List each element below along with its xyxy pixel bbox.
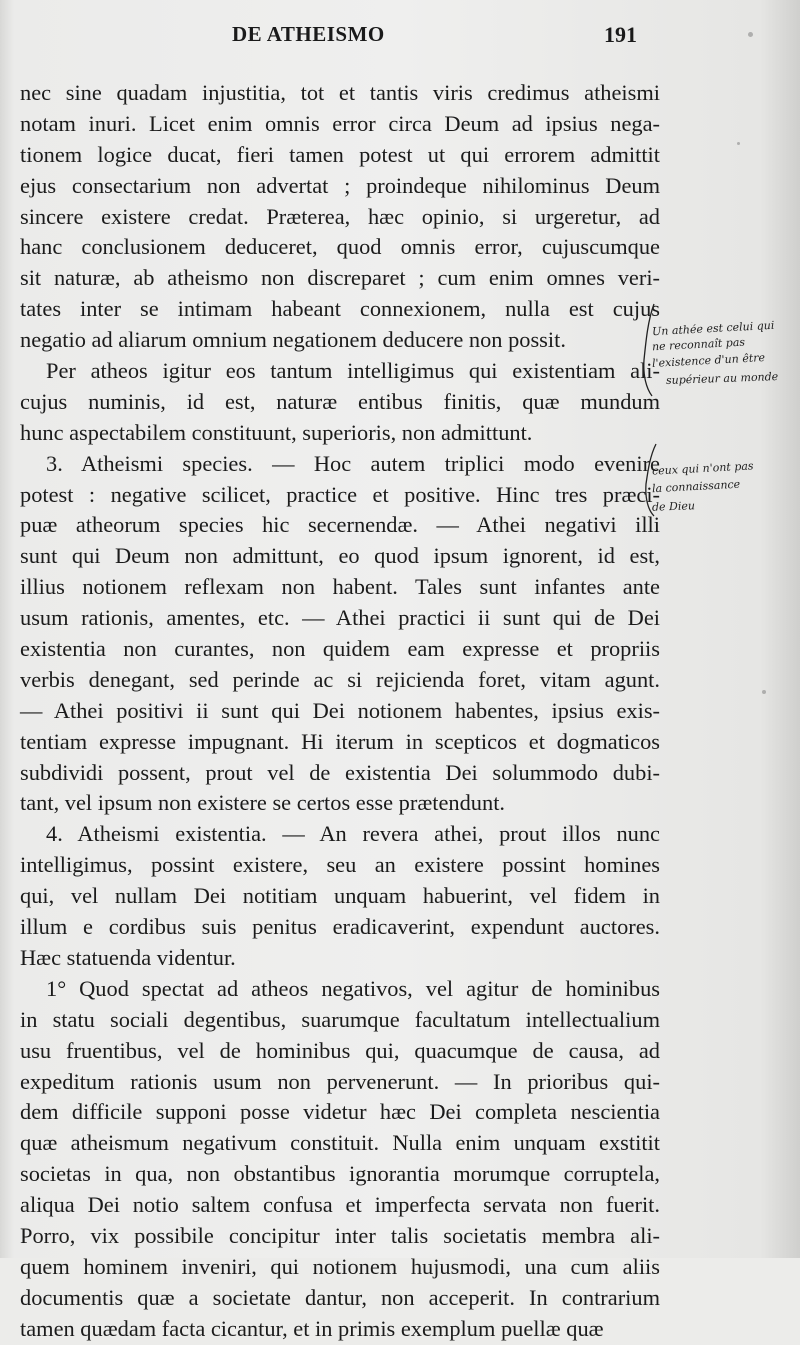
text-line: ejus consectarium non advertat ; proindeque nihilominus Deum (20, 172, 660, 198)
page-number: 191 (604, 22, 637, 47)
text-line: sunt qui Deum non admittunt, eo quod ipsum ignorent, id est, (20, 543, 660, 569)
text-line: documentis quæ a societate dantur, non acceperit. In contrarium (20, 1284, 660, 1310)
text-line: existentia non curantes, non quidem eam expresse et propriis (20, 636, 660, 662)
text-line: hunc aspectabilem constituunt, superioris, non admittunt. (20, 419, 533, 445)
text-line: dem difficile supponi posse videtur hæc Dei completa nescientia (20, 1099, 660, 1125)
text-line: usum rationis, amentes, etc. — Athei practici ii sunt qui de Dei (20, 605, 660, 631)
text-line: aliqua Dei notio saltem confusa et imperfecta servata non fuerit. (20, 1192, 660, 1218)
text-line: qui, vel nullam Dei notitiam unquam habuerint, vel fidem in (20, 883, 660, 909)
text-line: hanc conclusionem deduceret, quod omnis error, cujuscumque (20, 234, 660, 260)
text-line: usu fruentibus, vel de hominibus qui, quacumque de causa, ad (20, 1037, 660, 1063)
text-line: cujus numinis, id est, naturæ entibus finitis, quæ mundum (20, 388, 660, 414)
text-line: sincere existere credat. Præterea, hæc opinio, si urgeretur, ad (20, 203, 660, 229)
margin-note-line-1: Un athée est celui qui (651, 318, 775, 339)
text-line: notam inuri. Licet enim omnis error circa Deum ad ipsius nega- (20, 110, 660, 136)
text-line: quæ atheismum negativum constituit. Nulla enim unquam exstitit (20, 1130, 660, 1156)
margin-note-line-4: supérieur au monde (665, 370, 779, 387)
text-line: illum e cordibus suis penitus eradicaverint, expendunt auctores. (20, 914, 660, 940)
text-line: tentiam expresse impugnant. Hi iterum in scepticos et dogmaticos (20, 728, 660, 754)
text-line: — Athei positivi ii sunt qui Dei notionem habentes, ipsius exis- (20, 697, 660, 723)
text-line: in statu sociali degentibus, suarumque facultatum intellectualium (20, 1006, 660, 1032)
text-line: expeditum rationis usum non pervenerunt. — In prioribus qui- (20, 1068, 660, 1094)
text-line: Hæc statuenda videntur. (20, 944, 236, 970)
margin-note-line-2: ne reconnaît pas (651, 335, 746, 354)
body-text (20, 78, 660, 1345)
paper-speck (762, 690, 766, 694)
text-line: sit naturæ, ab atheismo non discreparet ; cum enim omnes veri- (20, 265, 660, 291)
margin-note-line-7: de Dieu (651, 499, 696, 514)
paper-speck (737, 142, 740, 145)
text-line: puæ atheorum species hic secernendæ. — Athei negativi illi (20, 512, 660, 538)
margin-note-line-3: l'existence d'un être (651, 351, 766, 370)
text-line: tant, vel ipsum non existere se certos esse prætendunt. (20, 790, 506, 816)
text-line: Per atheos igitur eos tantum intelligimus qui existentiam ali- (46, 358, 660, 384)
text-line: illius notionem reflexam non habent. Tales sunt infantes ante (20, 574, 660, 600)
text-line: tionem logice ducat, fieri tamen potest ut qui errorem admittit (20, 141, 660, 167)
paper-speck (748, 32, 753, 37)
text-line: 4. Atheismi existentia. — An revera athei, prout illos nunc (46, 821, 660, 847)
text-line: societas in qua, non obstantibus ignorantia morumque corruptela, (20, 1161, 660, 1187)
margin-note-line-5: ceux qui n'ont pas (651, 459, 754, 478)
text-line: negatio ad aliarum omnium negationem deducere non possit. (20, 327, 566, 353)
text-line: tamen quædam facta cicantur, et in primis exemplum puellæ quæ (20, 1315, 604, 1341)
running-header (0, 22, 800, 52)
text-line: potest : negative scilicet, practice et positive. Hinc tres præci- (20, 481, 660, 507)
text-line: nec sine quadam injustitia, tot et tantis viris credimus atheismi (20, 80, 660, 105)
text-line: 3. Atheismi species. — Hoc autem triplici modo evenire (46, 450, 660, 476)
running-title: DE ATHEISMO (232, 22, 385, 46)
margin-note-line-6: la connaissance (651, 477, 741, 496)
text-line: Porro, vix possibile concipitur inter talis societatis membra ali- (20, 1222, 660, 1248)
text-line: 1° Quod spectat ad atheos negativos, vel agitur de hominibus (46, 975, 660, 1001)
text-line: intelligimus, possint existere, seu an existere possint homines (20, 852, 660, 878)
text-line: quem hominem inveniri, qui notionem hujusmodi, una cum aliis (20, 1253, 660, 1279)
text-line: subdividi possent, prout vel de existentia Dei solummodo dubi- (20, 759, 660, 785)
text-line: verbis denegant, sed perinde ac si rejicienda foret, vitam agunt. (20, 666, 660, 692)
text-line: tates inter se intimam habeant connexionem, nulla est cujus (20, 296, 660, 322)
